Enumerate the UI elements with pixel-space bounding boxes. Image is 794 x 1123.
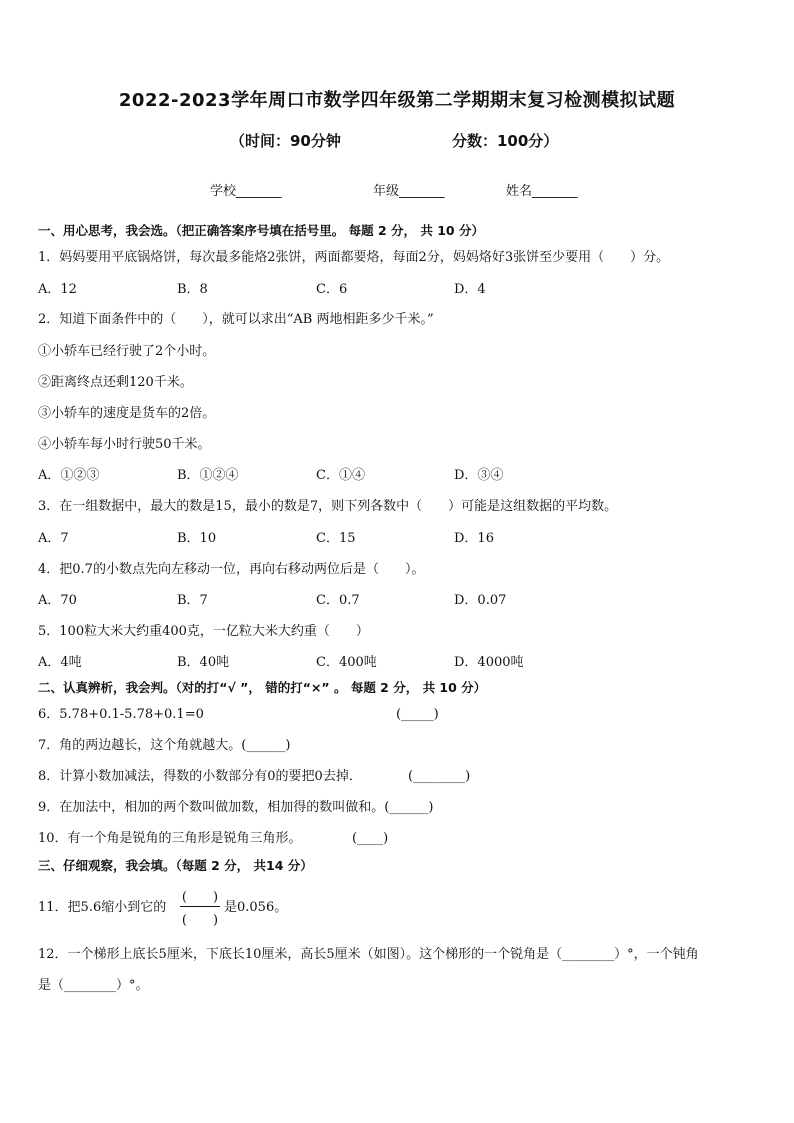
q3-option-c: C．15 [316, 531, 356, 546]
question-6: 6．5.78+0.1-5.78+0.1=0 [38, 707, 204, 722]
q1-option-c: C．6 [316, 282, 348, 297]
q5-option-b: B．40吨 [177, 655, 230, 670]
q5-option-c: C．400吨 [316, 655, 377, 670]
question-9: 9．在加法中，相加的两个数叫做加数，相加得的数叫做和。(______) [38, 800, 434, 815]
exam-score: 分数：100分） [452, 132, 559, 150]
q11-fraction-denominator: ( ) [181, 913, 219, 928]
q4-option-a: A．70 [38, 593, 77, 608]
q4-option-c: C．0.7 [316, 593, 360, 608]
grade-field: 年级_______ [373, 184, 445, 199]
q3-option-a: A．7 [38, 531, 69, 546]
q11-fraction-bar [180, 906, 220, 907]
q2-condition-2: ②距离终点还剩120千米。 [38, 375, 193, 390]
exam-title: 2022-2023学年周口市数学四年级第二学期期末复习检测模拟试题 [118, 90, 676, 111]
q4-option-d: D．0.07 [454, 593, 507, 608]
question-3: 3．在一组数据中，最大的数是15，最小的数是7，则下列各数中（ ）可能是这组数据的平均数。 [38, 499, 618, 514]
q6-answer-blank: (_____) [396, 707, 439, 722]
school-field: 学校_______ [210, 184, 282, 199]
question-8: 8．计算小数加减法，得数的小数部分有0的要把0去掉． [38, 769, 362, 784]
q2-option-d: D．③④ [454, 468, 504, 483]
q1-option-b: B．8 [177, 282, 208, 297]
question-10: 10．有一个角是锐角的三角形是锐角三角形。 [38, 831, 302, 846]
question-11-suffix: 是0.056。 [224, 900, 288, 915]
q2-condition-3: ③小轿车的速度是货车的2倍。 [38, 406, 216, 421]
question-12-line-2: 是（________）°。 [38, 978, 149, 993]
q1-option-a: A．12 [38, 282, 77, 297]
name-field: 姓名_______ [506, 184, 578, 199]
q3-option-b: B．10 [177, 531, 217, 546]
q2-option-b: B．①②④ [177, 468, 239, 483]
section-1-heading: 一、用心思考，我会选。（把正确答案序号填在括号里。 每题 2 分， 共 10 分） [38, 223, 484, 238]
q2-option-a: A．①②③ [38, 468, 100, 483]
q1-option-d: D．4 [454, 282, 486, 297]
q11-fraction-blank [178, 884, 222, 930]
q11-fraction-numerator: ( ) [181, 890, 219, 905]
q8-answer-blank: (________) [408, 769, 471, 784]
q5-option-a: A．4吨 [38, 655, 82, 670]
question-11-prefix: 11．把5.6缩小到它的 [38, 900, 167, 915]
q10-answer-blank: (____) [352, 831, 389, 846]
q2-condition-4: ④小轿车每小时行驶50千米。 [38, 437, 211, 452]
q4-option-b: B．7 [177, 593, 208, 608]
question-1: 1．妈妈要用平底锅烙饼，每次最多能烙2张饼，两面都要烙，每面2分，妈妈烙好3张饼至少要用（ ）分。 [38, 250, 670, 265]
question-12-line-1: 12．一个梯形上底长5厘米，下底长10厘米，高长5厘米（如图）。这个梯形的一个锐角是（________）°，一个钝角 [38, 947, 699, 962]
q2-option-c: C．①④ [316, 468, 365, 483]
exam-time: （时间：90分钟 [230, 132, 341, 150]
section-2-heading: 二、认真辨析，我会判。（对的打“√ ”， 错的打“×” 。 每题 2 分， 共 10 分） [38, 680, 487, 695]
q5-option-d: D．4000吨 [454, 655, 524, 670]
question-5: 5．100粒大米大约重400克，一亿粒大米大约重（ ） [38, 624, 369, 639]
q3-option-d: D．16 [454, 531, 494, 546]
question-4: 4．把0.7的小数点先向左移动一位，再向右移动两位后是（ ）。 [38, 562, 425, 577]
question-2: 2．知道下面条件中的（ ），就可以求出“AB 两地相距多少千米。” [38, 312, 434, 327]
section-3-heading: 三、仔细观察，我会填。（每题 2 分， 共14 分） [38, 858, 313, 873]
q2-condition-1: ①小轿车已经行驶了2个小时。 [38, 344, 216, 359]
question-7: 7．角的两边越长，这个角就越大。(______) [38, 738, 291, 753]
